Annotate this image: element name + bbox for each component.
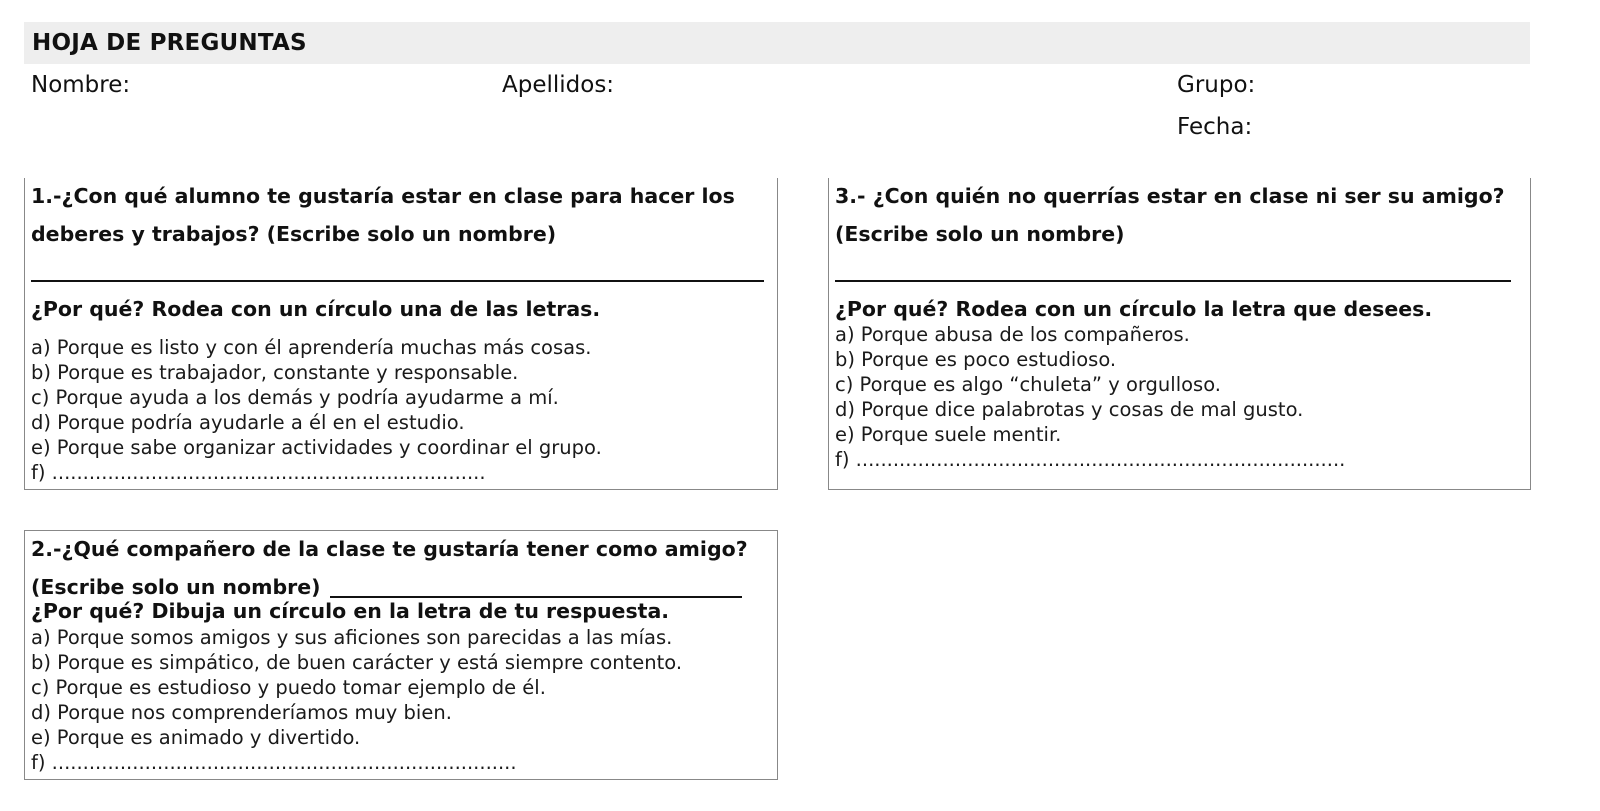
question-3-why: ¿Por qué? Rodea con un círculo la letra que desees. <box>835 297 1433 321</box>
question-1-option-b[interactable]: b) Porque es trabajador, constante y responsable. <box>31 361 519 384</box>
question-1-why: ¿Por qué? Rodea con un círculo una de las letras. <box>31 297 601 321</box>
fecha-label: Fecha: <box>1177 114 1253 140</box>
question-3-line-2: (Escribe solo un nombre) <box>835 222 1125 246</box>
grupo-label: Grupo: <box>1177 72 1256 98</box>
question-1-option-d[interactable]: d) Porque podría ayudarle a él en el estudio. <box>31 411 465 434</box>
question-3-option-f[interactable]: f) ............................................................................... <box>835 448 1346 471</box>
question-1-option-e[interactable]: e) Porque sabe organizar actividades y coordinar el grupo. <box>31 436 602 459</box>
question-2-line-1: 2.-¿Qué compañero de la clase te gustaría tener como amigo? <box>31 537 748 561</box>
question-2-option-a[interactable]: a) Porque somos amigos y sus aficiones son parecidas a las mías. <box>31 626 673 649</box>
question-2-option-e[interactable]: e) Porque es animado y divertido. <box>31 726 361 749</box>
question-3-option-d[interactable]: d) Porque dice palabrotas y cosas de mal gusto. <box>835 398 1304 421</box>
question-1-option-c[interactable]: c) Porque ayuda a los demás y podría ayudarme a mí. <box>31 386 559 409</box>
question-1-line-2: deberes y trabajos? (Escribe solo un nombre) <box>31 222 557 246</box>
question-2-option-c[interactable]: c) Porque es estudioso y puedo tomar ejemplo de él. <box>31 676 546 699</box>
question-1-answer-line[interactable] <box>31 280 764 282</box>
question-1-option-a[interactable]: a) Porque es listo y con él aprendería muchas más cosas. <box>31 336 592 359</box>
apellidos-label: Apellidos: <box>502 72 615 98</box>
question-3-answer-line[interactable] <box>835 280 1511 282</box>
page-title: HOJA DE PREGUNTAS <box>32 30 307 56</box>
question-3-option-c[interactable]: c) Porque es algo “chuleta” y orgulloso. <box>835 373 1222 396</box>
nombre-label: Nombre: <box>31 72 131 98</box>
question-2-option-f[interactable]: f) ........................................................................... <box>31 751 517 774</box>
question-3-option-a[interactable]: a) Porque abusa de los compañeros. <box>835 323 1190 346</box>
question-2-option-b[interactable]: b) Porque es simpático, de buen carácter y está siempre contento. <box>31 651 683 674</box>
question-2-line-2: (Escribe solo un nombre) <box>31 575 321 599</box>
question-1-option-f[interactable]: f) ...................................................................... <box>31 461 486 484</box>
question-3-line-1: 3.- ¿Con quién no querrías estar en clase ni ser su amigo? <box>835 184 1505 208</box>
title-bar <box>24 22 1530 64</box>
question-3-option-b[interactable]: b) Porque es poco estudioso. <box>835 348 1117 371</box>
question-3-option-e[interactable]: e) Porque suele mentir. <box>835 423 1062 446</box>
question-2-option-d[interactable]: d) Porque nos comprenderíamos muy bien. <box>31 701 452 724</box>
question-1-line-1: 1.-¿Con qué alumno te gustaría estar en clase para hacer los <box>31 184 735 208</box>
question-2-why: ¿Por qué? Dibuja un círculo en la letra de tu respuesta. <box>31 599 670 623</box>
